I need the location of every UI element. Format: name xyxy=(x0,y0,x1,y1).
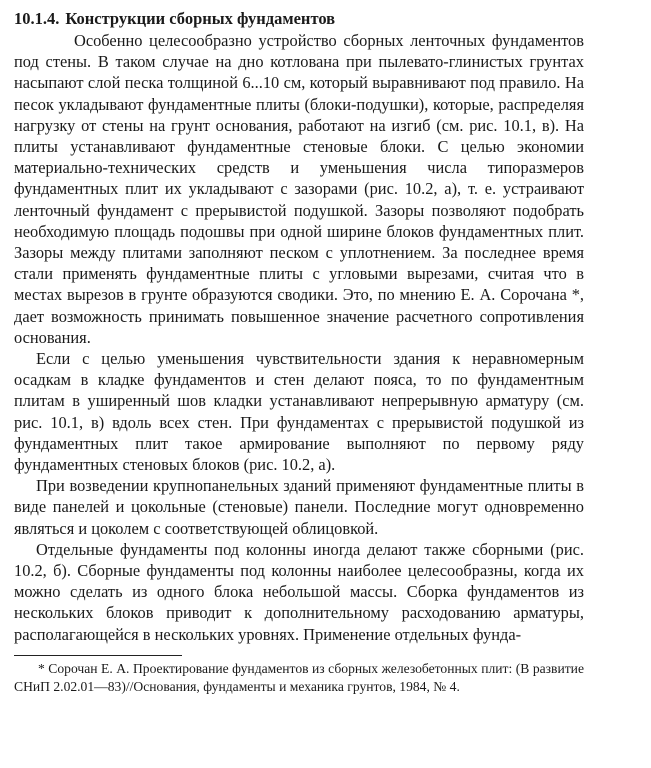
document-page xyxy=(14,8,584,696)
section-heading xyxy=(14,8,584,30)
section-number: 10.1.4. xyxy=(14,9,60,28)
paragraph-2: Если с целью уменьшения чувствительности здания к неравномерным осадкам в кладке фундаментов и стен делают пояса, то по фундаментным плитам в уширенный шов кладки устанавливают непрерывную арматуру (см. рис. 10.1, в) вдоль всех стен. При фундаментах с прерывистой подушкой из фундаментных плит такое армирование выполняют по первому ряду фундаментных стеновых блоков (рис. 10.2, а). xyxy=(14,349,584,475)
section-title: Конструкции сборных фундаментов xyxy=(65,9,336,28)
footnote: * Сорочан Е. А. Проектирование фундаментов из сборных железобетонных плит: (В развитие СНиП 2.02.01—83)//Основания, фундаменты и механика грунтов, 1984, № 4. xyxy=(14,660,584,694)
paragraph-4: Отдельные фундаменты под колонны иногда делают также сборными (рис. 10.2, б). Сборные фундаменты под колонны наиболее целесообразны, когда их можно сделать из одного блока небольшой массы. Сборка фундаментов из нескольких блоков приводит к дополнительному расходованию арматуры, располагающейся в нескольких уровнях. Применение отдельных фунда- xyxy=(14,539,584,644)
paragraph-1: Особенно целесообразно устройство сборных ленточных фундаментов под стены. В таком случае на дно котлована при пылевато-глинистых грунтах насыпают слой песка толщиной 6...10 см, который выравнивают под правило. На песок укладывают фундаментные плиты (блоки-подушки), которые, распределяя нагрузку от стены на грунт основания, работают на изгиб (см. рис. 10.1, в). На плиты устанавливают фундаментные стеновые блоки. С целью экономии материально-технических средств и уменьшения числа типоразмеров фундаментных плит их укладывают с зазорами (рис. 10.2, а), т. е. устраивают ленточный фундамент с прерывистой подушкой. Зазоры позволяют подобрать необходимую площадь подошвы при одной ширине блоков фундаментных плит. Зазоры между плитами заполняют песком с уплотнением. За последнее время стали применять фундаментные плиты с угловыми вырезами, считая что в местах вырезов в грунте образуются сводики. Это, по мнению Е. А. Сорочана *, дает возможность принимать повышенное значение расчетного сопротивления основания. xyxy=(14,31,584,347)
paragraph-3: При возведении крупнопанельных зданий применяют фундаментные плиты в виде панелей и цокольные (стеновые) панели. Последние могут одновременно являться и цоколем с соответствующей облицовкой. xyxy=(14,476,584,538)
footnote-separator xyxy=(14,655,182,656)
